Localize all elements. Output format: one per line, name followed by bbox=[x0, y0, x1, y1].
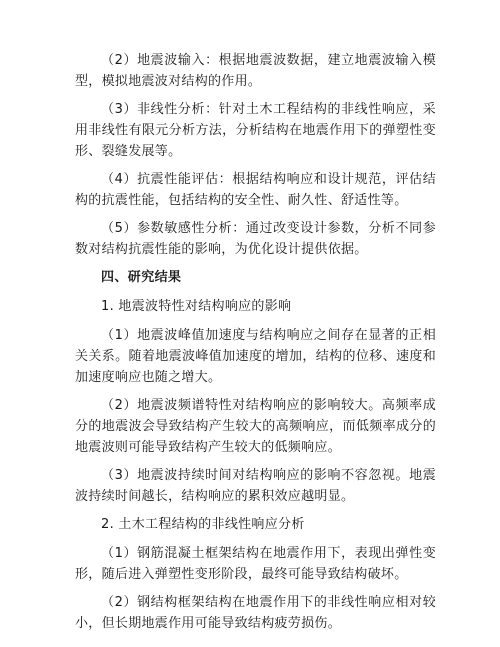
paragraph-sensitivity-analysis: （5）参数敏感性分析：通过改变设计参数，分析不同参数对结构抗震性能的影响，为优化设计提供依据。 bbox=[75, 221, 436, 257]
paragraph-duration: （3）地震波持续时间对结构响应的影响不容忽视。地震波持续时间越长，结构响应的累积效应越明显。 bbox=[75, 468, 436, 504]
paragraph-seismic-performance: （4）抗震性能评估：根据结构响应和设计规范，评估结构的抗震性能，包括结构的安全性、耐久性、舒适性等。 bbox=[75, 172, 436, 208]
subsection-heading-wave-characteristics: 1. 地震波特性对结构响应的影响 bbox=[101, 299, 292, 314]
section-heading-results: 四、研究结果 bbox=[101, 270, 182, 285]
paragraph-rc-frame: （1）钢筋混凝土框架结构在地震作用下，表现出弹性变形，随后进入弹塑性变形阶段，最终可能导致结构破坏。 bbox=[75, 546, 436, 582]
paragraph-steel-frame: （2）钢结构框架结构在地震作用下的非线性响应相对较小，但长期地震作用可能导致结构疲劳损伤。 bbox=[75, 595, 436, 631]
paragraph-peak-acceleration: （1）地震波峰值加速度与结构响应之间存在显著的正相关关系。随着地震波峰值加速度的增加，结构的位移、速度和加速度响应也随之增大。 bbox=[75, 328, 436, 385]
subsection-heading-nonlinear-response: 2. 土木工程结构的非线性响应分析 bbox=[101, 517, 305, 532]
paragraph-nonlinear-analysis: （3）非线性分析：针对土木工程结构的非线性响应，采用非线性有限元分析方法，分析结构在地震作用下的弹塑性变形、裂缝发展等。 bbox=[75, 102, 436, 159]
paragraph-frequency-spectrum: （2）地震波频谱特性对结构响应的影响较大。高频率成分的地震波会导致结构产生较大的高频响应，而低频率成分的地震波则可能导致结构产生较大的低频响应。 bbox=[75, 398, 436, 455]
paragraph-seismic-input: （2）地震波输入：根据地震波数据，建立地震波输入模型，模拟地震波对结构的作用。 bbox=[75, 53, 436, 89]
